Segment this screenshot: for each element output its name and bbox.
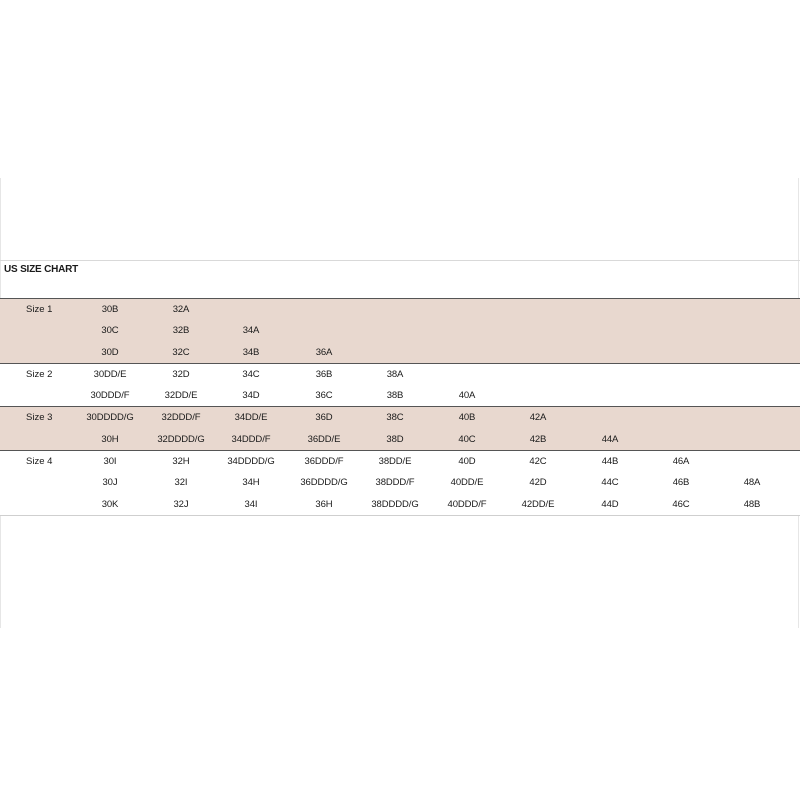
size-cell: 30I <box>103 456 117 468</box>
size-cell: 30K <box>101 498 119 510</box>
size-cell: 34H <box>242 477 260 489</box>
table-row <box>0 364 800 385</box>
table-row <box>0 451 800 472</box>
size-cell: 46A <box>672 456 690 468</box>
table-row <box>0 494 800 515</box>
size-group-4 <box>0 450 800 516</box>
size-cell: 34C <box>242 368 260 380</box>
size-cell: 38DDDD/G <box>371 498 419 510</box>
table-row <box>0 299 800 320</box>
size-cell: 36H <box>315 498 333 510</box>
size-cell: 30C <box>101 325 119 337</box>
size-cell: 42C <box>529 456 547 468</box>
chart-title: US SIZE CHART <box>4 264 79 275</box>
table-row <box>0 342 800 363</box>
size-cell: 32DDDD/G <box>157 433 205 445</box>
size-cell: 36DD/E <box>307 433 341 445</box>
size-group-label: Size 2 <box>26 368 53 380</box>
size-group-1 <box>0 298 800 363</box>
size-cell: 42D <box>529 477 547 489</box>
size-cell: 38D <box>386 433 404 445</box>
divider <box>0 260 800 261</box>
size-cell: 44B <box>601 456 619 468</box>
size-cell: 40DD/E <box>450 477 484 489</box>
size-cell: 34B <box>242 346 260 358</box>
table-row <box>0 472 800 493</box>
size-cell: 38DDD/F <box>375 477 415 489</box>
size-cell: 30B <box>101 304 119 315</box>
size-cell: 40C <box>458 433 476 445</box>
size-chart-table <box>0 298 800 516</box>
size-cell: 32D <box>172 368 190 380</box>
size-cell: 38A <box>386 368 404 380</box>
size-cell: 30J <box>102 477 118 489</box>
size-cell: 38B <box>386 390 404 402</box>
size-group-label: Size 3 <box>26 412 53 424</box>
size-cell: 48B <box>743 498 761 510</box>
table-row <box>0 385 800 406</box>
size-cell: 36D <box>315 412 333 424</box>
size-cell: 42B <box>529 433 547 445</box>
size-cell: 40B <box>458 412 476 424</box>
size-cell: 36B <box>315 368 333 380</box>
size-cell: 30DDDD/G <box>86 412 134 424</box>
size-cell: 32DDD/F <box>161 412 201 424</box>
size-cell: 36A <box>315 346 333 358</box>
size-cell: 32I <box>174 477 188 489</box>
size-cell: 44A <box>601 433 619 445</box>
size-cell: 30DD/E <box>93 368 127 380</box>
size-cell: 46B <box>672 477 690 489</box>
size-cell: 46C <box>672 498 690 510</box>
size-cell: 40D <box>458 456 476 468</box>
size-cell: 38DD/E <box>378 456 412 468</box>
size-cell: 32A <box>172 304 190 315</box>
size-cell: 34DDDD/G <box>227 456 275 468</box>
size-cell: 32B <box>172 325 190 337</box>
size-cell: 34I <box>244 498 258 510</box>
size-cell: 40A <box>458 390 476 402</box>
size-cell: 36DDD/F <box>304 456 344 468</box>
size-cell: 34DDD/F <box>231 433 271 445</box>
size-cell: 48A <box>743 477 761 489</box>
table-row <box>0 429 800 450</box>
size-cell: 30D <box>101 346 119 358</box>
size-group-2 <box>0 363 800 407</box>
size-cell: 34D <box>242 390 260 402</box>
size-group-label: Size 1 <box>26 304 53 315</box>
size-cell: 30DDD/F <box>90 390 130 402</box>
size-cell: 32J <box>173 498 189 510</box>
size-cell: 44D <box>601 498 619 510</box>
table-row <box>0 407 800 428</box>
size-cell: 38C <box>386 412 404 424</box>
size-cell: 32C <box>172 346 190 358</box>
size-cell: 44C <box>601 477 619 489</box>
size-cell: 34A <box>242 325 260 337</box>
size-cell: 36C <box>315 390 333 402</box>
size-cell: 42DD/E <box>521 498 555 510</box>
size-cell: 42A <box>529 412 547 424</box>
size-cell: 32H <box>172 456 190 468</box>
size-cell: 34DD/E <box>234 412 268 424</box>
size-cell: 32DD/E <box>164 390 198 402</box>
size-group-3 <box>0 406 800 450</box>
size-cell: 36DDDD/G <box>300 477 348 489</box>
size-cell: 40DDD/F <box>447 498 487 510</box>
size-cell: 30H <box>101 433 119 445</box>
table-row <box>0 320 800 341</box>
size-group-label: Size 4 <box>26 456 53 468</box>
